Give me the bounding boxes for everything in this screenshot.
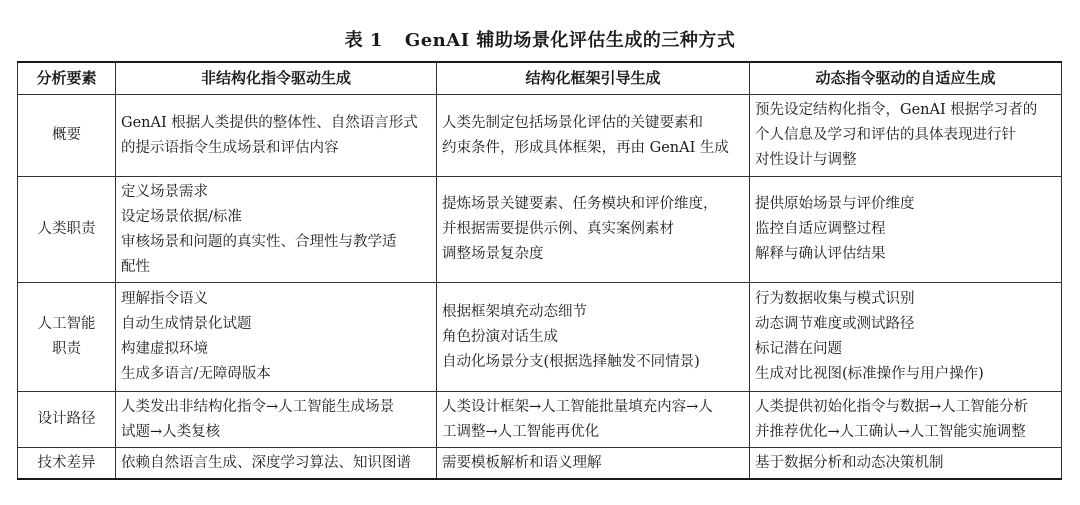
header-adaptive: 动态指令驱动的自适应生成 bbox=[750, 62, 1062, 95]
cell-line: 的提示语指令生成场景和评估内容 bbox=[121, 139, 339, 156]
comparison-table bbox=[17, 61, 1062, 480]
cell-line: GenAI 根据人类提供的整体性、自然语言形式 bbox=[121, 114, 418, 131]
cell-line: 调整场景复杂度 bbox=[442, 246, 544, 262]
table-row bbox=[18, 177, 1062, 283]
unstructured-cell bbox=[116, 448, 437, 480]
table-title: GenAI 辅助场景化评估生成的三种方式 bbox=[404, 30, 736, 51]
structured-cell bbox=[437, 177, 750, 283]
cell-line: 动态调节难度或测试路径 bbox=[755, 316, 915, 332]
table-row bbox=[18, 392, 1062, 448]
cell-line: 试题→人类复核 bbox=[121, 423, 221, 440]
adaptive-cell bbox=[750, 95, 1062, 177]
cell-line: 定义场景需求 bbox=[121, 183, 208, 200]
cell-line: 设定场景依据/标准 bbox=[121, 208, 242, 225]
cell-line: 监控自适应调整过程 bbox=[755, 221, 886, 237]
header-factor: 分析要素 bbox=[18, 62, 116, 95]
table-header-row bbox=[18, 62, 1062, 95]
cell-line: 约束条件，形成具体框架，再由 GenAI 生成 bbox=[442, 139, 729, 156]
row-factor-cell bbox=[18, 448, 116, 480]
header-unstructured: 非结构化指令驱动生成 bbox=[116, 62, 437, 95]
cell-line: 解释与确认评估结果 bbox=[755, 246, 886, 262]
cell-line: 根据框架填充动态细节 bbox=[442, 303, 587, 320]
structured-cell bbox=[437, 448, 750, 480]
cell-line: 角色扮演对话生成 bbox=[442, 328, 558, 345]
cell-line: 基于数据分析和动态决策机制 bbox=[755, 454, 944, 471]
cell-line: 人类设计框架→人工智能批量填充内容→人 bbox=[442, 398, 713, 415]
cell-line: 工调整→人工智能再优化 bbox=[442, 423, 600, 440]
cell-line: 自动化场景分支(根据选择触发不同情景) bbox=[442, 353, 700, 370]
adaptive-cell bbox=[750, 392, 1062, 448]
table-caption bbox=[0, 26, 1080, 52]
adaptive-cell bbox=[750, 448, 1062, 480]
cell-line: 生成对比视图(标准操作与用户操作) bbox=[755, 366, 984, 382]
row-factor-cell bbox=[18, 177, 116, 283]
cell-line: 行为数据收集与模式识别 bbox=[755, 291, 915, 307]
row-factor-cell bbox=[18, 392, 116, 448]
structured-cell bbox=[437, 283, 750, 392]
cell-line: 并根据需要提供示例、真实案例素材 bbox=[442, 221, 674, 237]
cell-line: 配性 bbox=[121, 258, 150, 275]
cell-line: 并推荐优化→人工确认→人工智能实施调整 bbox=[755, 423, 1026, 440]
cell-line: 人类发出非结构化指令→人工智能生成场景 bbox=[121, 398, 395, 415]
cell-line: 标记潜在问题 bbox=[755, 341, 842, 357]
cell-line: 预先设定结构化指令，GenAI 根据学习者的 bbox=[755, 102, 1038, 118]
cell-line: 提供原始场景与评价维度 bbox=[755, 196, 915, 212]
cell-line: 理解指令语义 bbox=[121, 291, 208, 307]
cell-line: 提炼场景关键要素、任务模块和评价维度， bbox=[442, 196, 718, 212]
adaptive-cell bbox=[750, 177, 1062, 283]
header-structured: 结构化框架引导生成 bbox=[437, 62, 750, 95]
unstructured-cell bbox=[116, 177, 437, 283]
adaptive-cell bbox=[750, 283, 1062, 392]
table-number: 表 1 bbox=[344, 30, 383, 51]
structured-cell bbox=[437, 95, 750, 177]
unstructured-cell bbox=[116, 392, 437, 448]
cell-line: 构建虚拟环境 bbox=[121, 341, 208, 357]
cell-line: 依赖自然语言生成、深度学习算法、知识图谱 bbox=[121, 454, 411, 471]
unstructured-cell bbox=[116, 283, 437, 392]
table-row bbox=[18, 283, 1062, 392]
table-row bbox=[18, 95, 1062, 177]
cell-line: 需要模板解析和语义理解 bbox=[442, 454, 602, 471]
cell-line: 对性设计与调整 bbox=[755, 152, 857, 168]
cell-line: 人工智能 bbox=[37, 316, 96, 332]
cell-line: 人类提供初始化指令与数据→人工智能分析 bbox=[755, 398, 1029, 415]
cell-line: 技术差异 bbox=[37, 454, 96, 471]
cell-line: 个人信息及学习和评估的具体表现进行针 bbox=[755, 127, 1016, 143]
cell-line: 自动生成情景化试题 bbox=[121, 316, 252, 332]
structured-cell bbox=[437, 392, 750, 448]
cell-line: 设计路径 bbox=[37, 411, 96, 427]
cell-line: 生成多语言/无障碍版本 bbox=[121, 366, 271, 382]
cell-line: 人类先制定包括场景化评估的关键要素和 bbox=[442, 114, 703, 131]
unstructured-cell bbox=[116, 95, 437, 177]
cell-line: 概要 bbox=[52, 127, 81, 143]
cell-line: 职责 bbox=[52, 341, 81, 357]
cell-line: 审核场景和问题的真实性、合理性与教学适 bbox=[121, 233, 397, 250]
cell-line: 人类职责 bbox=[37, 221, 96, 237]
table-row bbox=[18, 448, 1062, 480]
row-factor-cell bbox=[18, 95, 116, 177]
row-factor-cell bbox=[18, 283, 116, 392]
